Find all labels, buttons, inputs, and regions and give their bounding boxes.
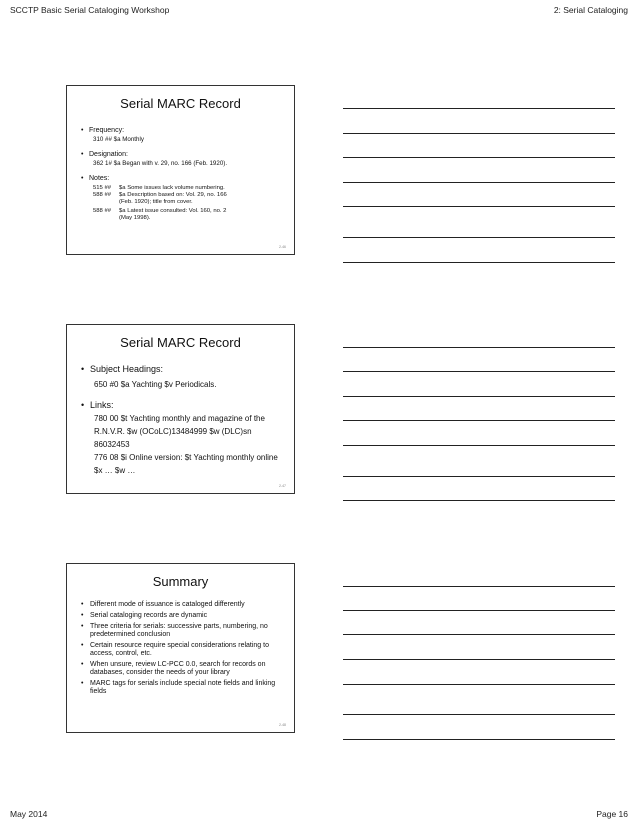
note-row — [81, 192, 284, 199]
designation-line: 362 1# $a Began with v. 29, no. 166 (Feb. 1920). — [93, 160, 228, 167]
header-left: SCCTP Basic Serial Cataloging Workshop — [10, 5, 170, 15]
summary-bullet: • Three criteria for serials: successive parts, numbering, no predetermined conclusion — [81, 623, 284, 639]
slide-number: 2-47 — [278, 484, 286, 488]
notes-line — [343, 396, 615, 397]
note-row — [81, 185, 284, 192]
slide-body — [67, 364, 294, 477]
header-right: 2: Serial Cataloging — [553, 5, 628, 15]
summary-bullet: • Different mode of issuance is cataloged differently — [81, 601, 284, 609]
footer-right: Page 16 — [596, 809, 628, 819]
summary-bullet: • MARC tags for serials include special note fields and linking fields — [81, 680, 284, 696]
note-tag — [93, 215, 119, 222]
slide-2 — [66, 324, 295, 494]
notes-line — [343, 714, 615, 715]
note-text: (Feb. 1920); title from cover. — [119, 199, 193, 205]
slide-body — [67, 127, 294, 222]
notes-line — [343, 133, 615, 134]
links-line: 780 00 $t Yachting monthly and magazine of the — [94, 414, 265, 423]
notes-line — [343, 182, 615, 183]
notes-line — [343, 445, 615, 446]
notes-line — [343, 237, 615, 238]
summary-bullet: • Certain resource require special considerations relating to access, control, etc. — [81, 642, 284, 658]
note-text: (May 1998). — [119, 215, 151, 221]
note-tag: 588 ## — [93, 208, 112, 214]
notes-line — [343, 262, 615, 263]
footer-left: May 2014 — [10, 809, 48, 819]
subject-headings-line: 650 #0 $a Yachting $v Periodicals. — [94, 380, 217, 389]
subject-headings-label: • Subject Headings: — [81, 364, 284, 374]
note-row — [81, 215, 284, 222]
notes-line — [343, 157, 615, 158]
note-tag: 515 ## — [93, 185, 112, 191]
slide-1 — [66, 85, 295, 255]
notes-line — [343, 610, 615, 611]
links-line: 776 08 $i Online version: $t Yachting monthly online — [94, 453, 278, 462]
links-label: • Links: — [81, 400, 284, 410]
note-text: $a Latest issue consulted: Vol. 160, no. 2 — [119, 208, 227, 214]
notes-line — [343, 476, 615, 477]
links-line: $x … $w … — [94, 466, 136, 475]
note-text: $a Some issues lack volume numbering. — [119, 185, 225, 191]
slide-body — [67, 601, 294, 696]
slide-number: 2-48 — [278, 723, 286, 727]
slide-title: Summary — [152, 574, 209, 589]
note-tag: 588 ## — [93, 192, 112, 198]
summary-bullet: • Serial cataloging records are dynamic — [81, 612, 284, 620]
note-text: $a Description based on: Vol. 29, no. 166 — [119, 192, 227, 198]
notes-line — [343, 420, 615, 421]
notes-line — [343, 586, 615, 587]
notes-line — [343, 659, 615, 660]
slide-title: Serial MARC Record — [120, 96, 241, 111]
notes-label: • Notes: — [81, 175, 284, 182]
frequency-label: • Frequency: — [81, 127, 284, 134]
slide-number: 2-46 — [278, 245, 286, 249]
slide-title: Serial MARC Record — [120, 335, 241, 350]
notes-line — [343, 371, 615, 372]
notes-line — [343, 347, 615, 348]
frequency-line: 310 ## $a Monthly — [93, 136, 144, 143]
notes-line — [343, 108, 615, 109]
summary-bullet: • When unsure, review LC-PCC 0.0, search for records on databases, consider the needs of your library — [81, 661, 284, 677]
notes-line — [343, 634, 615, 635]
designation-label: • Designation: — [81, 151, 284, 158]
note-tag — [93, 199, 119, 206]
note-row — [81, 208, 284, 215]
links-line: R.N.V.R. $w (OCoLC)13484999 $w (DLC)sn 86032453 — [94, 427, 252, 449]
notes-line — [343, 684, 615, 685]
notes-line — [343, 206, 615, 207]
notes-line — [343, 739, 615, 740]
note-row — [81, 199, 284, 206]
slide-3 — [66, 563, 295, 733]
notes-line — [343, 500, 615, 501]
